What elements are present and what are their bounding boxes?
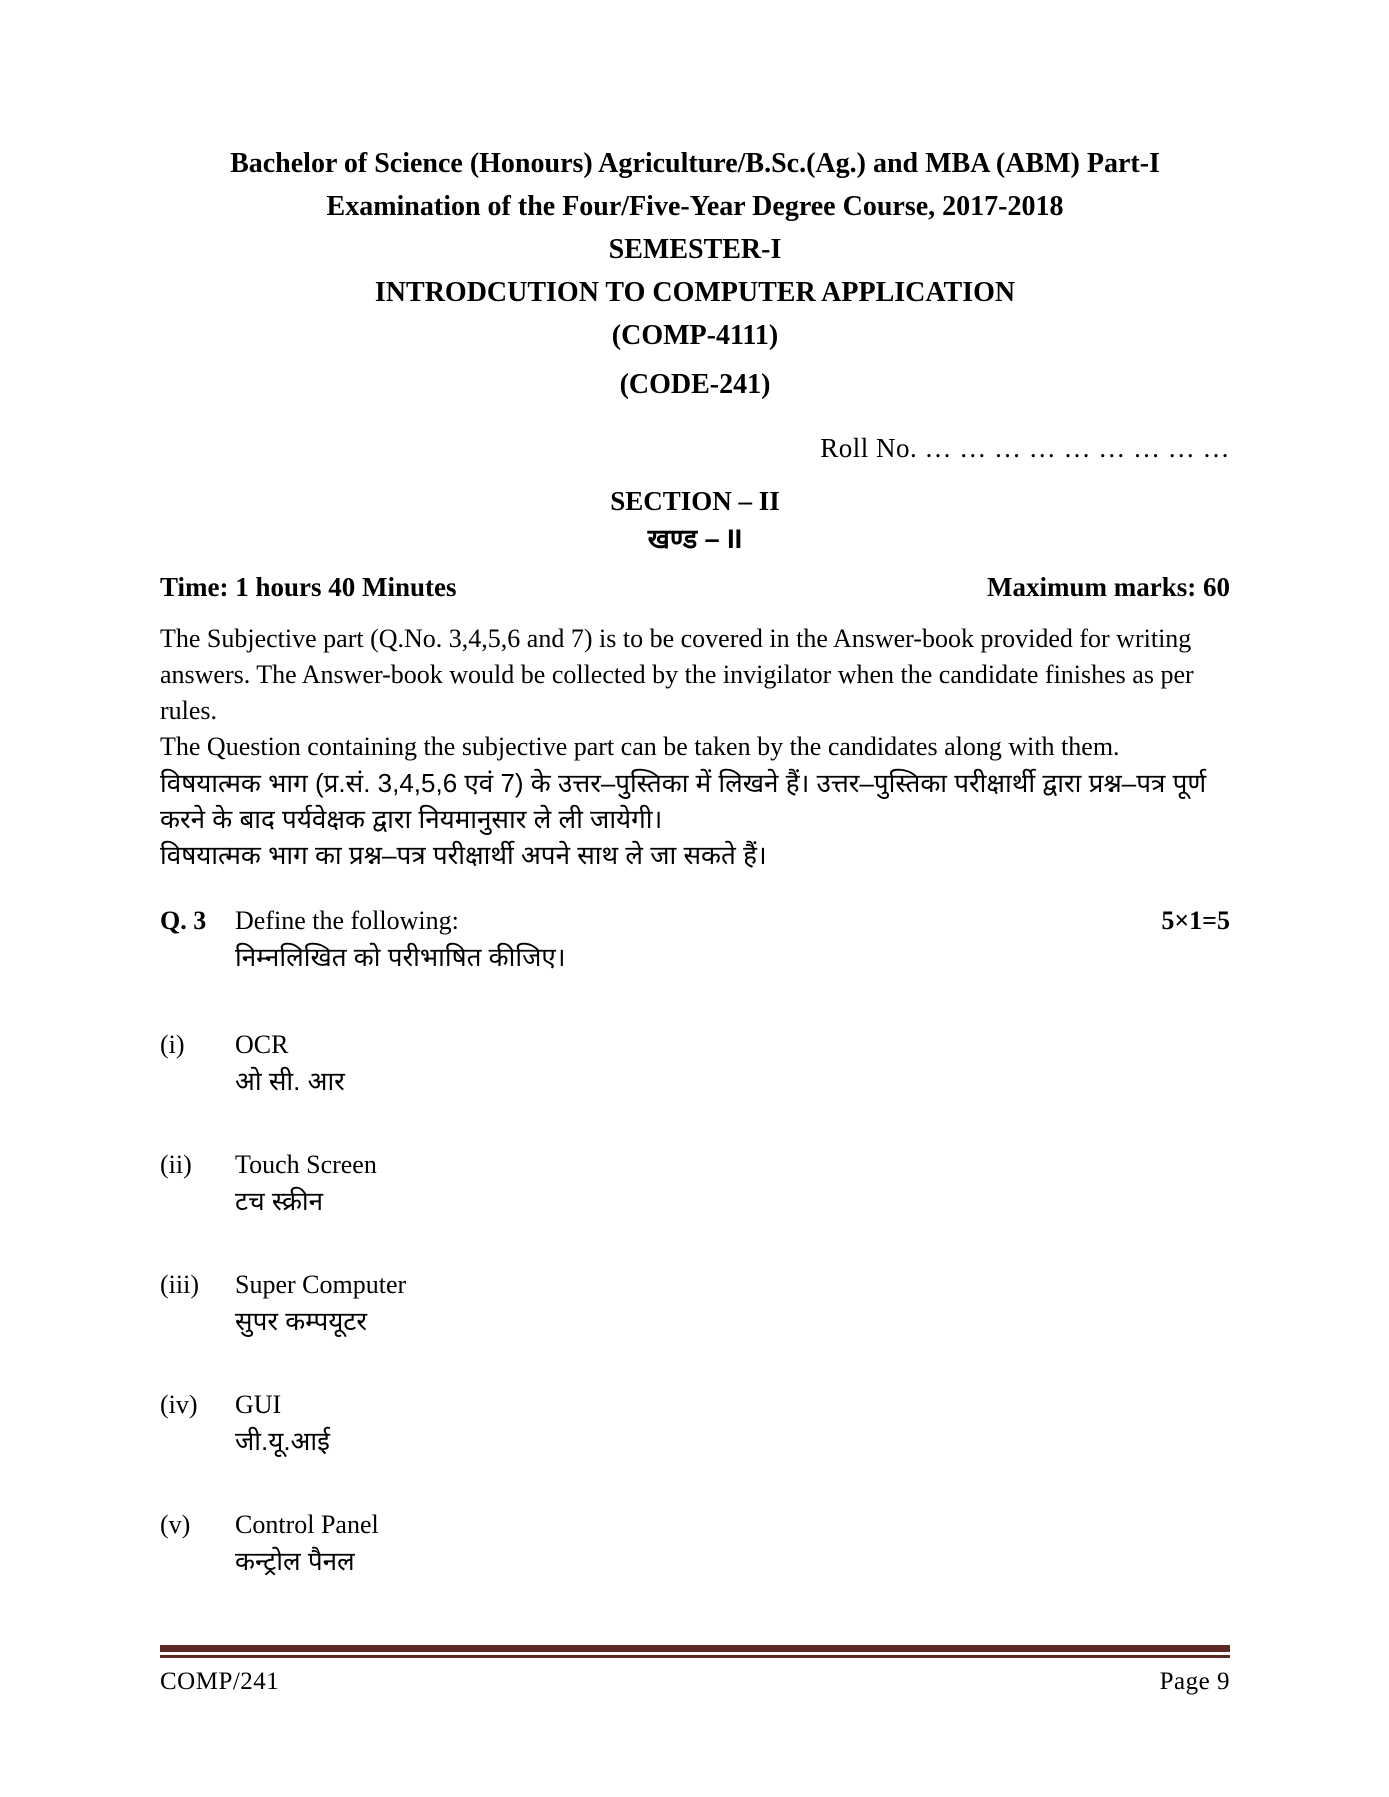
item-body [235,1507,1230,1579]
page-footer [160,1645,1230,1696]
degree-title-line2: Examination of the Four/Five-Year Degree Course, 2017-2018 [326,191,1064,222]
question-number: Q. 3 [160,906,207,935]
course-title: INTRODCUTION TO COMPUTER APPLICATION [374,277,1016,308]
instructions-block [160,621,1230,873]
definition-items-list [160,1027,1230,1579]
instruction-en-para2: The Question containing the subjective part can be taken by the candidates along with them. [160,732,1120,761]
list-item [160,1507,1230,1579]
time-allowed: Time: 1 hours 40 Minutes [160,572,457,602]
item-body [235,1387,1230,1459]
item-body [235,1147,1230,1219]
semester-title: SEMESTER-I [608,234,782,265]
item-label: (ii) [160,1150,192,1179]
instruction-en-para1: The Subjective part (Q.No. 3,4,5,6 and 7) is to be covered in the Answer-book provided for writing answers. The Answer-book would be collected by the invigilator when the candidate finishes as per rules. [160,624,1194,725]
instruction-hi-para2: विषयात्मक भाग का प्रश्न–पत्र परीक्षार्थी अपने साथ ले जा सकते हैं। [160,840,767,870]
question-text-hi: निम्नलिखित को परीभाषित कीजिए। [235,942,566,972]
question-text-en: Define the following: [235,906,459,935]
item-term-hi: ओ सी. आर [235,1066,345,1096]
instruction-hi-para1: विषयात्मक भाग (प्र.सं. 3,4,5,6 एवं 7) के उत्तर–पुस्तिका में लिखने हैं। उत्तर–पुस्तिका परीक्षार्थी द्वारा प्रश्न–पत्र पूर्ण करने के बाद पर्यवेक्षक द्वारा नियमानुसार ले ली जायेगी। [160,768,1207,834]
item-term-en: GUI [235,1390,282,1419]
item-term-hi: कन्ट्रोल पैनल [235,1546,355,1576]
degree-title-line1: Bachelor of Science (Honours) Agriculture/B.Sc.(Ag.) and MBA (ABM) Part-I [230,148,1160,179]
footer-text-row [160,1668,1230,1696]
item-label: (v) [160,1510,191,1539]
item-term-hi: टच स्क्रीन [235,1186,324,1216]
question-3-row [160,903,1230,975]
list-item [160,1147,1230,1219]
paper-code: (CODE-241) [619,369,771,400]
list-item [160,1387,1230,1459]
course-code: (COMP-4111) [611,320,779,351]
item-term-en: OCR [235,1030,289,1059]
item-body [235,1027,1230,1099]
footer-rule-thick [160,1645,1230,1652]
footer-page-number: Page 9 [1159,1668,1230,1695]
question-text [235,903,1161,975]
item-body [235,1267,1230,1339]
time-marks-row [160,572,1230,603]
list-item [160,1027,1230,1099]
item-term-hi: सुपर कम्पयूटर [235,1306,368,1336]
item-term-en: Super Computer [235,1270,407,1299]
section-heading-en: SECTION – II [610,486,780,516]
exam-header [160,142,1230,406]
maximum-marks: Maximum marks: 60 [987,572,1230,602]
item-term-hi: जी.यू.आई [235,1426,330,1456]
footer-paper-code: COMP/241 [160,1668,280,1695]
list-item [160,1267,1230,1339]
item-label: (i) [160,1030,185,1059]
item-label: (iv) [160,1390,198,1419]
question-marks: 5×1=5 [1161,906,1230,935]
item-term-en: Control Panel [235,1510,379,1539]
item-label: (iii) [160,1270,199,1299]
footer-rule-thin [160,1655,1230,1658]
section-heading-hi: खण्ड – II [647,524,743,554]
item-term-en: Touch Screen [235,1150,377,1179]
roll-no-field: Roll No. … … … … … … … … … [820,433,1230,463]
